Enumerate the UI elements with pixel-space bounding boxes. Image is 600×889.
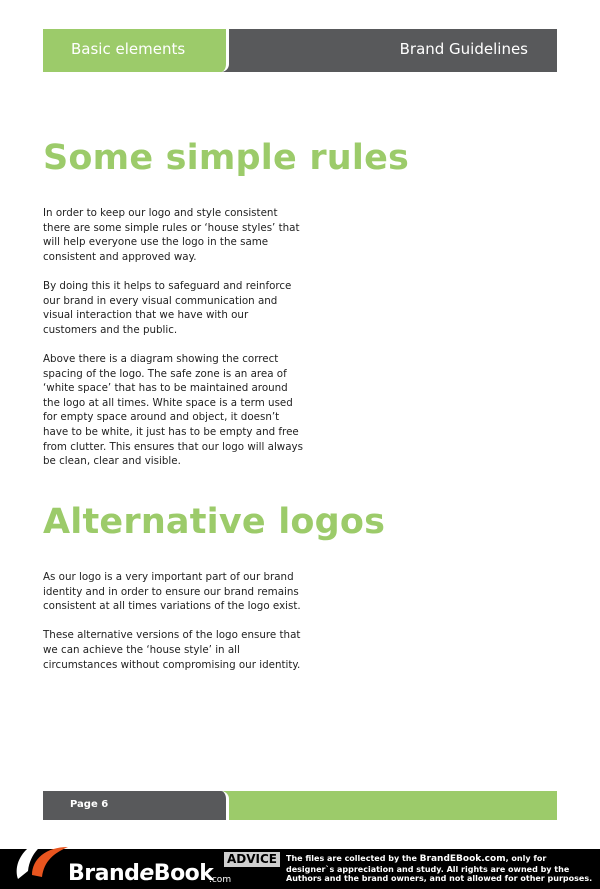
document-title: Brand Guidelines <box>399 40 528 58</box>
paragraph: In order to keep our logo and style consistent there are some simple rules or ‘house styles’ that will help everyone use the logo in the same consistent and approved way. <box>43 207 300 263</box>
alternative-logos-body <box>43 570 305 687</box>
paragraph: Above there is a diagram showing the correct spacing of the logo. The safe zone is an area of ‘white space’ that has to be maintained around the logo at all times. White space is a term used for empty space around and object, it doesn’t have to be white, it just has to be empty and free from clutter. This ensures that our logo will always be clean, clear and visible. <box>43 352 303 468</box>
paragraph: By doing this it helps to safeguard and reinforce our brand in every visual communication and visual interaction that we have with our customers and the public. <box>43 279 292 336</box>
page-number: Page 6 <box>70 799 109 810</box>
heading-alternative-logos: Alternative logos <box>43 502 386 542</box>
page-header <box>43 29 557 72</box>
section-label: Basic elements <box>71 40 186 58</box>
watermark-banner <box>0 849 600 889</box>
paragraph: These alternative versions of the logo ensure that we can achieve the ‘house style’ in all circumstances without compromising our identity. <box>43 629 301 671</box>
copyright-notice: The files are collected by the BrandEBook.com, only for designer`s appreciation and study. All rights are owned by the Authors and the brand owners, and not allowed for other purposes. <box>286 854 593 883</box>
page-footer <box>43 791 557 820</box>
brandebook-logo-text: BrandeBook <box>68 861 214 886</box>
simple-rules-body <box>43 206 305 483</box>
brandebook-logo-domain: .com <box>209 875 232 885</box>
heading-simple-rules: Some simple rules <box>43 138 410 178</box>
advice-badge: ADVICE <box>224 852 280 867</box>
paragraph: As our logo is a very important part of our brand identity and in order to ensure our brand remains consistent at all times variations of the logo exist. <box>43 571 301 613</box>
